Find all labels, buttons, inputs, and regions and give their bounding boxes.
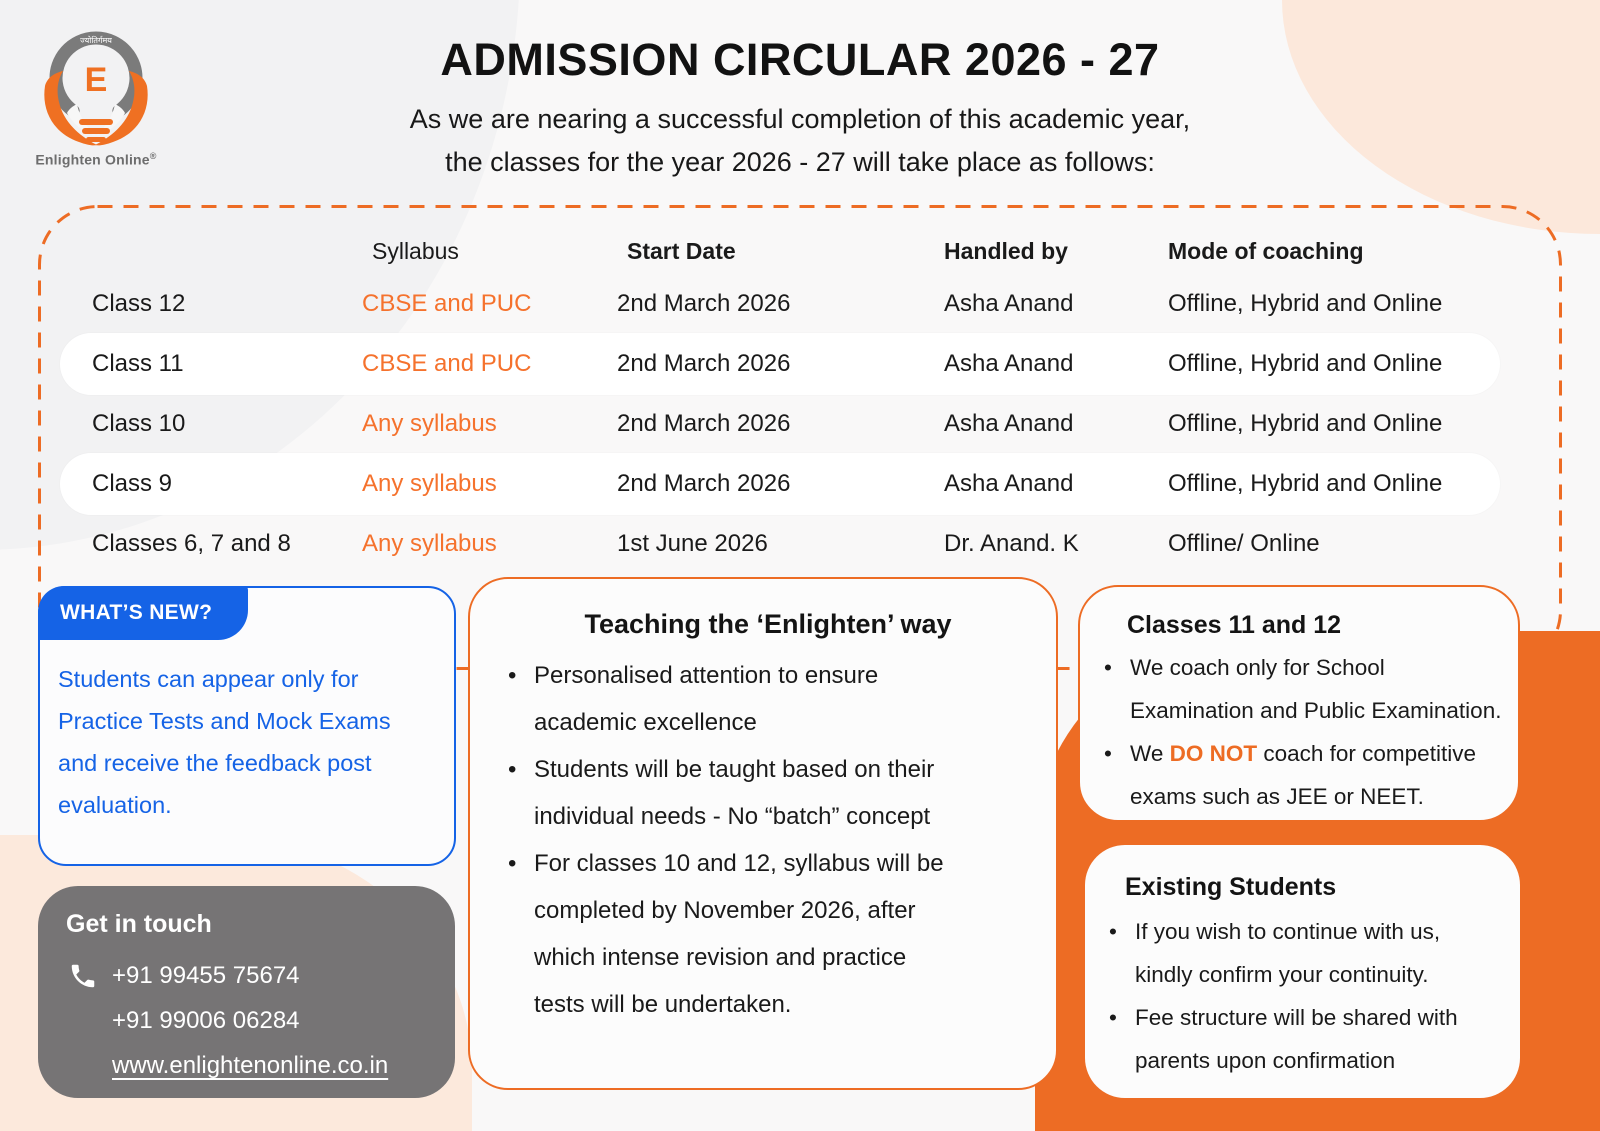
- page-subtitle: [0, 98, 1600, 184]
- bullet-line: tests will be undertaken.: [534, 991, 792, 1018]
- whats-new-line: and receive the feedback post: [58, 750, 372, 776]
- cell-syllabus: CBSE and PUC: [362, 350, 532, 377]
- whats-new-box: [38, 586, 456, 866]
- cell-start-date: 2nd March 2026: [617, 290, 791, 317]
- contact-lines: [112, 953, 388, 1088]
- bullet-item: [1105, 996, 1508, 1082]
- subtitle-line-1: As we are nearing a successful completion of this academic year,: [409, 104, 1191, 134]
- phone-icon: [68, 961, 98, 991]
- registered-mark: ®: [149, 151, 157, 161]
- cell-syllabus: Any syllabus: [362, 530, 497, 557]
- table-header-row: [38, 228, 1562, 274]
- bullet-item: [1100, 732, 1504, 818]
- bullet-line: individual needs - No “batch” concept: [534, 803, 931, 830]
- schedule-table: [38, 228, 1562, 574]
- bullet-line: • We DO NOT coach for competitive: [1130, 741, 1476, 766]
- header-handled-by: Handled by: [944, 237, 1068, 264]
- classes-11-12-title: Classes 11 and 12: [1127, 611, 1342, 639]
- cell-mode: Offline, Hybrid and Online: [1168, 350, 1443, 377]
- do-not-emphasis: DO NOT: [1169, 741, 1258, 766]
- logo-arc-text: ज्योतिर्गमय: [80, 36, 112, 45]
- bullet-line: • If you wish to continue with us,: [1135, 919, 1441, 944]
- table-row: [38, 454, 1562, 514]
- header-start-date: Start Date: [627, 237, 736, 264]
- logo-letter: E: [84, 61, 108, 99]
- page-title: ADMISSION CIRCULAR 2026 - 27: [440, 34, 1160, 85]
- bullet-line: which intense revision and practice: [534, 944, 907, 971]
- bullet-line: Examination and Public Examination.: [1130, 698, 1502, 723]
- subtitle-line-2: the classes for the year 2026 - 27 will take place as follows:: [445, 147, 1155, 177]
- table-row: [38, 394, 1562, 454]
- bullet-line: exams such as JEE or NEET.: [1130, 784, 1424, 809]
- whats-new-tab: WHAT’S NEW?: [38, 586, 248, 640]
- cell-class: Classes 6, 7 and 8: [92, 530, 291, 557]
- bullet-line: • We coach only for School: [1130, 655, 1385, 680]
- cell-mode: Offline, Hybrid and Online: [1168, 410, 1443, 437]
- phone-number: +91 99455 75674: [112, 962, 300, 989]
- cell-class: Class 9: [92, 470, 173, 497]
- whats-new-line: Practice Tests and Mock Exams: [58, 708, 391, 734]
- cell-handled-by: Asha Anand: [944, 350, 1074, 377]
- cell-start-date: 1st June 2026: [617, 530, 768, 557]
- bullet-line: • Students will be taught based on their: [534, 756, 935, 783]
- bullet-line: • Personalised attention to ensure: [534, 662, 879, 689]
- classes-11-12-bullets: [1100, 646, 1504, 818]
- bullet-item: [504, 652, 1032, 746]
- contact-box: [38, 886, 455, 1098]
- cell-class: Class 10: [92, 410, 186, 437]
- bullet-item: [1105, 910, 1508, 996]
- bullet-item: [1100, 646, 1504, 732]
- brand-name: Enlighten Online®: [35, 151, 157, 168]
- contact-title: Get in touch: [66, 910, 212, 938]
- bullet-line: kindly confirm your continuity.: [1135, 962, 1429, 987]
- bullet-line: completed by November 2026, after: [534, 897, 916, 924]
- bullet-line: • Fee structure will be shared with: [1135, 1005, 1458, 1030]
- cell-handled-by: Asha Anand: [944, 410, 1074, 437]
- table-row: [38, 514, 1562, 574]
- classes-11-12-card: [1078, 585, 1520, 822]
- cell-start-date: 2nd March 2026: [617, 410, 791, 437]
- bullet-item: [504, 840, 1032, 1028]
- bullet-line: academic excellence: [534, 709, 757, 736]
- cell-mode: Offline, Hybrid and Online: [1168, 290, 1443, 317]
- cell-handled-by: Dr. Anand. K: [944, 530, 1079, 557]
- cell-syllabus: CBSE and PUC: [362, 290, 532, 317]
- table-row: [38, 274, 1562, 334]
- existing-students-card: [1085, 845, 1520, 1098]
- cell-handled-by: Asha Anand: [944, 290, 1074, 317]
- whats-new-text: [58, 658, 443, 826]
- bullet-item: [504, 746, 1032, 840]
- whats-new-line: Students can appear only for: [58, 666, 359, 692]
- teaching-bullets: [504, 652, 1032, 1028]
- teaching-card: [468, 577, 1058, 1090]
- whats-new-line: evaluation.: [58, 792, 172, 818]
- website-link[interactable]: www.enlightenonline.co.in: [112, 1052, 389, 1079]
- header-syllabus: Syllabus: [372, 237, 459, 264]
- phone-number: +91 99006 06284: [112, 1007, 300, 1034]
- cell-mode: Offline/ Online: [1168, 530, 1320, 557]
- existing-students-title: Existing Students: [1125, 873, 1337, 901]
- bullet-line: • For classes 10 and 12, syllabus will be: [534, 850, 944, 877]
- cell-class: Class 11: [92, 350, 184, 377]
- table-row: [38, 334, 1562, 394]
- header-mode: Mode of coaching: [1168, 237, 1364, 264]
- bullet-line: parents upon confirmation: [1135, 1048, 1396, 1073]
- cell-start-date: 2nd March 2026: [617, 350, 791, 377]
- teaching-title: Teaching the ‘Enlighten’ way: [584, 609, 952, 639]
- existing-students-bullets: [1105, 910, 1508, 1082]
- cell-syllabus: Any syllabus: [362, 470, 497, 497]
- cell-handled-by: Asha Anand: [944, 470, 1074, 497]
- cell-start-date: 2nd March 2026: [617, 470, 791, 497]
- cell-syllabus: Any syllabus: [362, 410, 497, 437]
- cell-class: Class 12: [92, 290, 186, 317]
- cell-mode: Offline, Hybrid and Online: [1168, 470, 1443, 497]
